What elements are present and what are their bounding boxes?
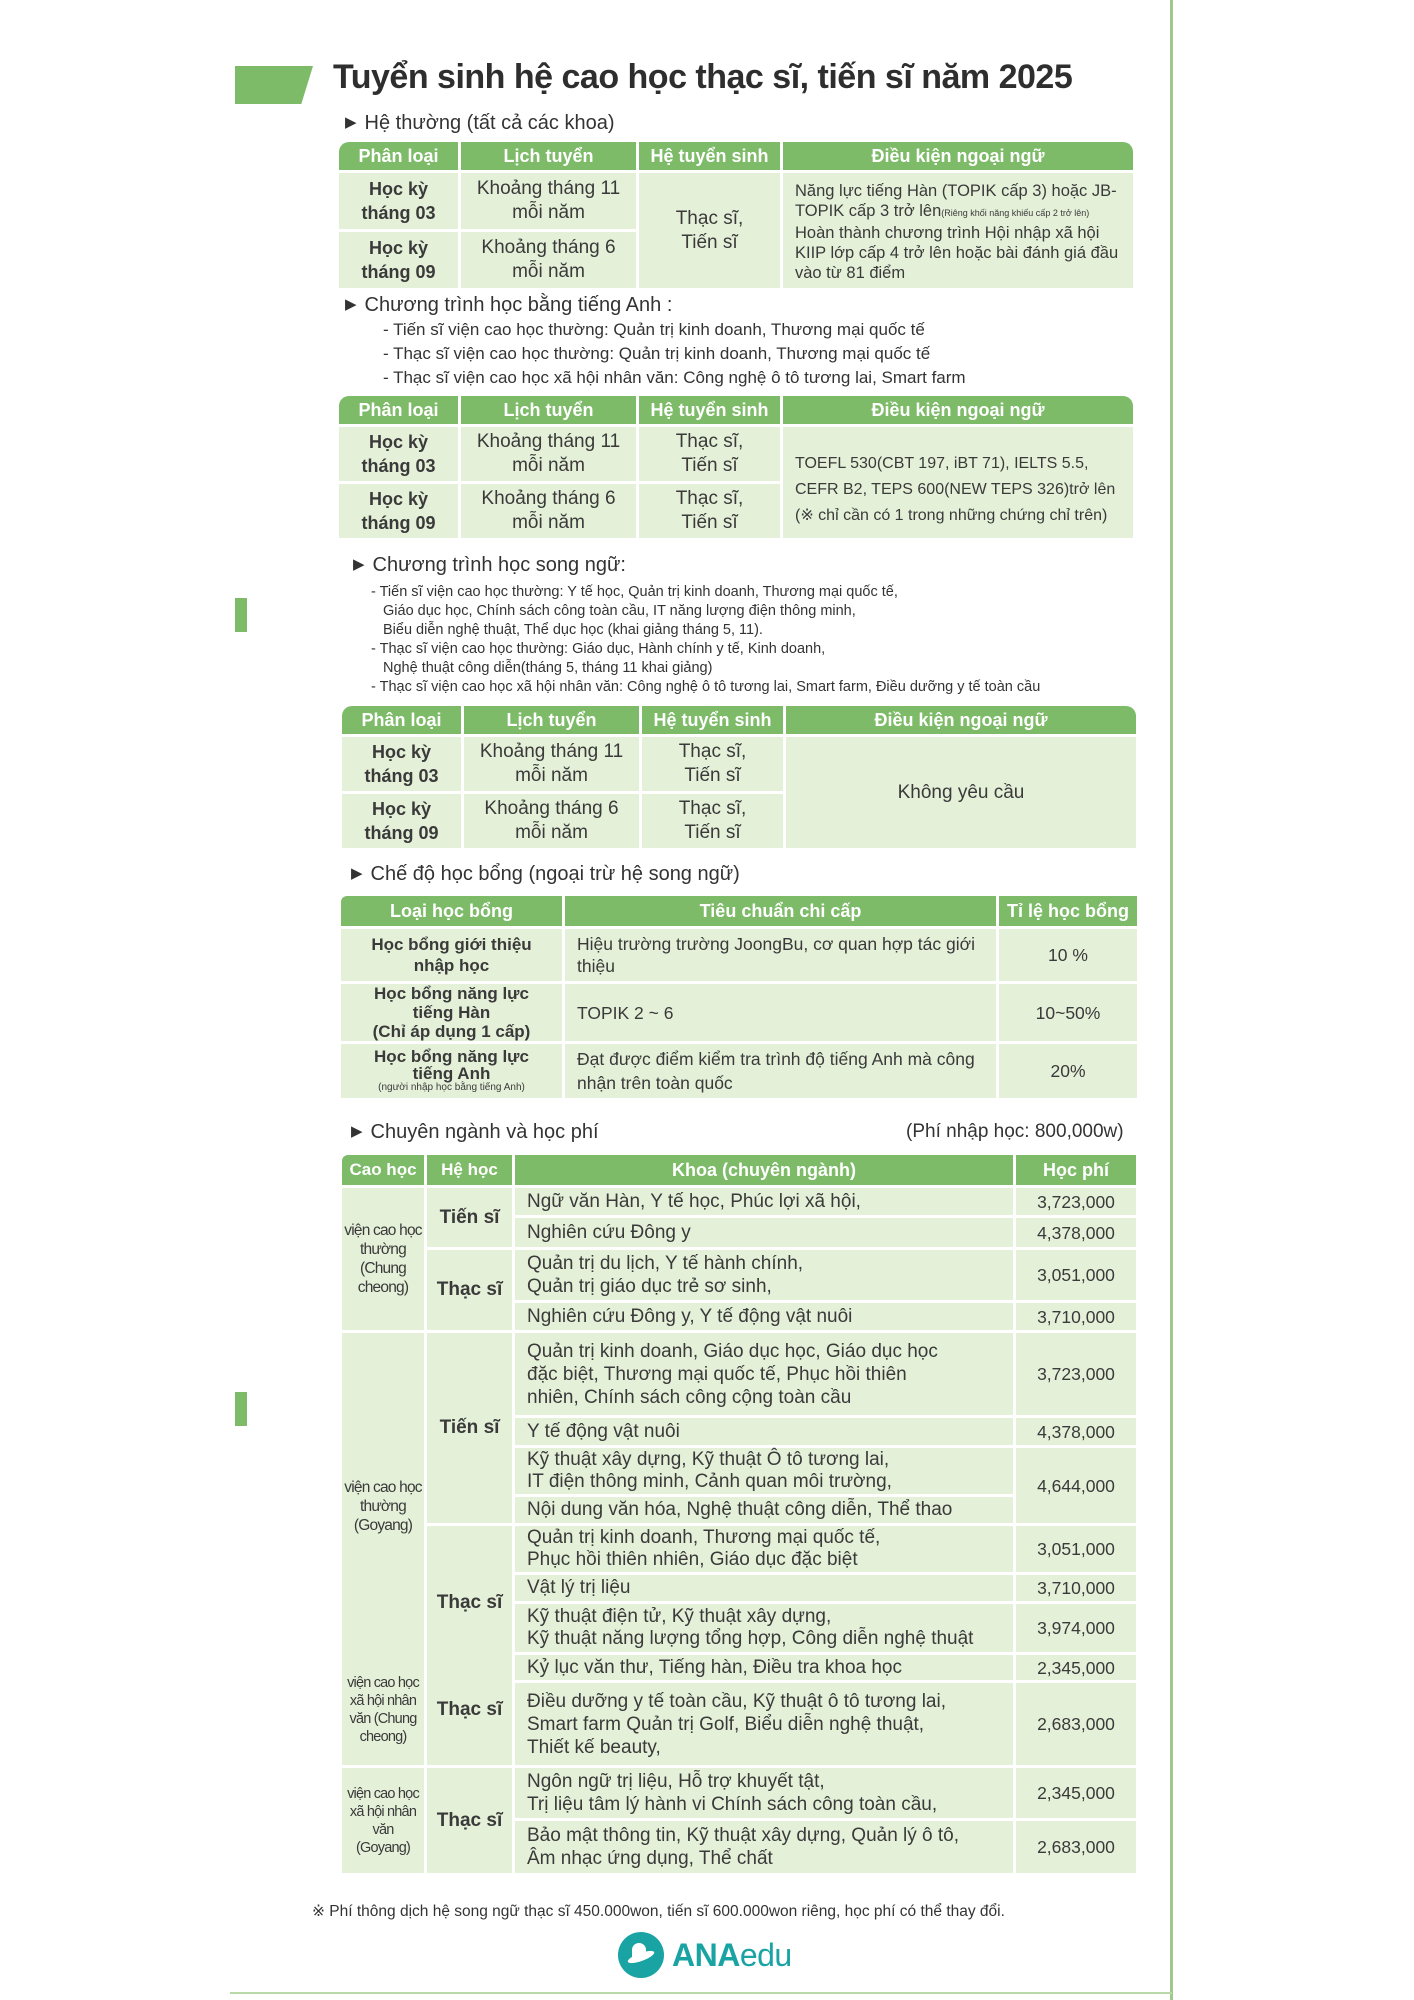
scholarship-type-cell: [341, 1044, 562, 1098]
section-regular: [345, 112, 615, 135]
major-cell: Quản trị du lịch, Y tế hành chính, Quản trị giáo dục trẻ sơ sinh,: [515, 1250, 1013, 1300]
margin-marker: [235, 598, 247, 632]
table-regular: [339, 142, 1133, 288]
language-requirement: Không yêu cầu: [786, 737, 1136, 848]
scholarship-criteria: Đạt được điểm kiểm tra trình độ tiếng Anh mà công nhận trên toàn quốc: [565, 1044, 996, 1098]
scholarship-type: Học bổng năng lực tiếng Hàn (Chỉ áp dụng 1 cấp): [341, 984, 562, 1041]
lang-note: (※ chỉ cần có 1 trong những chứng chỉ trên): [795, 507, 1108, 524]
page-edge-bottom: [230, 1992, 1172, 1994]
scholarship-rate: 20%: [999, 1044, 1137, 1098]
header-type: Phân loại: [342, 706, 461, 734]
section-label: Hệ thường (tất cả các khoa): [364, 112, 615, 134]
title-accent-bar: [235, 66, 313, 104]
lang-note: (Riêng khối năng khiếu cấp 2 trở lên): [941, 208, 1090, 218]
schedule-june: Khoảng tháng 6 mỗi năm: [461, 484, 636, 538]
major-cell: Nghiên cứu Đông y: [515, 1218, 1013, 1247]
major-cell: Ngôn ngữ trị liệu, Hỗ trợ khuyết tật, Trị liệu tâm lý hành vi Chính sách công toàn cầu,: [515, 1768, 1013, 1818]
brand-name: [672, 1937, 792, 1974]
fee-cell: 4,644,000: [1016, 1448, 1136, 1523]
header-language: Điều kiện ngoại ngữ: [783, 142, 1133, 170]
fee-cell: 2,683,000: [1016, 1821, 1136, 1873]
school-cell: viện cao học xã hội nhân văn (Chung cheong): [342, 1655, 424, 1765]
fee-cell: 2,345,000: [1016, 1655, 1136, 1680]
scholarship-criteria: Hiệu trường trường JoongBu, cơ quan hợp tác giới thiệu: [565, 929, 996, 981]
major-cell: Nghiên cứu Đông y, Y tế động vật nuôi: [515, 1303, 1013, 1330]
degree-cell: Tiến sĩ: [427, 1188, 512, 1247]
major-cell: Y tế động vật nuôi: [515, 1418, 1013, 1445]
header-type: Phân loại: [339, 396, 458, 424]
major-cell: Kỹ thuật điện tử, Kỹ thuật xây dựng, Kỹ thuật năng lượng tổng hợp, Công diễn nghệ thuật: [515, 1604, 1013, 1652]
list-item: Biểu diễn nghệ thuật, Thể dục học (khai giảng tháng 5, 11).: [383, 622, 763, 638]
scholarship-type: Học bổng giới thiệu nhập học: [341, 929, 562, 981]
table-english: [339, 396, 1133, 538]
section-label: Chương trình học bằng tiếng Anh :: [364, 294, 673, 316]
header-schedule: Lịch tuyển: [464, 706, 639, 734]
schedule-november: Khoảng tháng 11 mỗi năm: [464, 737, 639, 791]
major-cell: Vật lý trị liệu: [515, 1575, 1013, 1601]
list-item: - Tiến sĩ viện cao học thường: Y tế học, Quản trị kinh doanh, Thương mại quốc tế,: [371, 584, 898, 600]
semester-march: Học kỳ tháng 03: [339, 427, 458, 481]
table-majors-fees: [342, 1155, 1136, 1873]
bilingual-program-list: [371, 583, 1040, 697]
triangle-bullet-icon: ▶: [353, 556, 365, 573]
section-majors: [351, 1121, 599, 1144]
header-schedule: Lịch tuyển: [461, 396, 636, 424]
major-cell: Kỹ thuật xây dựng, Kỹ thuật Ô tô tương lai, IT điện thông minh, Cảnh quan môi trường,: [515, 1448, 1013, 1494]
section-label: Chuyên ngành và học phí: [370, 1121, 599, 1143]
header-rate: Tỉ lệ học bổng: [999, 896, 1137, 926]
section-label: Chế độ học bổng (ngoại trừ hệ song ngữ): [370, 863, 740, 885]
triangle-bullet-icon: ▶: [345, 114, 357, 131]
scholarship-type-note: (người nhập học bằng tiếng Anh): [378, 1082, 525, 1093]
english-program-list: [383, 318, 966, 390]
major-cell: Quản trị kinh doanh, Thương mại quốc tế, Phục hồi thiên nhiên, Giáo dục đặc biệt: [515, 1526, 1013, 1572]
fee-cell: 2,345,000: [1016, 1768, 1136, 1818]
table-scholarship: [341, 896, 1137, 1098]
scholarship-type: Học bổng năng lực tiếng Anh: [374, 1047, 529, 1083]
brand-logo: [618, 1932, 792, 1978]
list-item: Nghệ thuật công diễn(tháng 5, tháng 11 khai giảng): [383, 660, 713, 676]
schedule-november: Khoảng tháng 11 mỗi năm: [461, 173, 636, 229]
fee-cell: 3,723,000: [1016, 1188, 1136, 1215]
header-level: Hệ tuyển sinh: [642, 706, 783, 734]
header-criteria: Tiêu chuẩn chi cấp: [565, 896, 996, 926]
semester-september: Học kỳ tháng 09: [342, 794, 461, 848]
level-cell: Thạc sĩ, Tiến sĩ: [642, 794, 783, 848]
list-item: - Thạc sĩ viện cao học xã hội nhân văn: Công nghệ ô tô tương lai, Smart farm, Điều dưỡng y tế toàn cầu: [371, 679, 1041, 695]
page-edge: [1170, 0, 1173, 2000]
major-cell: Quản trị kinh doanh, Giáo dục học, Giáo dục học đặc biệt, Thương mại quốc tế, Phục hồi thiên nhiên, Chính sách công cộng toàn cầu: [515, 1333, 1013, 1415]
degree-cell: Thạc sĩ: [427, 1250, 512, 1330]
fee-cell: 3,723,000: [1016, 1333, 1136, 1415]
list-item: - Thạc sĩ viện cao học thường: Giáo dục, Hành chính y tế, Kinh doanh,: [371, 641, 826, 657]
major-cell: Bảo mật thông tin, Kỹ thuật xây dựng, Quản lý ô tô, Âm nhạc ứng dụng, Thể chất: [515, 1821, 1013, 1873]
fee-cell: 4,378,000: [1016, 1418, 1136, 1445]
semester-march: Học kỳ tháng 03: [342, 737, 461, 791]
degree-cell: Thạc sĩ: [427, 1526, 512, 1680]
level-cell: Thạc sĩ, Tiến sĩ: [639, 427, 780, 481]
schedule-november: Khoảng tháng 11 mỗi năm: [461, 427, 636, 481]
header-level: Hệ tuyển sinh: [639, 396, 780, 424]
major-cell: Điều dưỡng y tế toàn cầu, Kỹ thuật ô tô tương lai, Smart farm Quản trị Golf, Biểu diễn nghệ thuật, Thiết kế beauty,: [515, 1683, 1013, 1765]
degree-cell: Thạc sĩ: [427, 1655, 512, 1765]
brand-name-suffix: edu: [739, 1936, 792, 1973]
level-cell: Thạc sĩ, Tiến sĩ: [639, 484, 780, 538]
schedule-june: Khoảng tháng 6 mỗi năm: [461, 232, 636, 288]
fee-cell: 2,683,000: [1016, 1683, 1136, 1765]
fee-cell: 3,710,000: [1016, 1303, 1136, 1330]
header-type: Phân loại: [339, 142, 458, 170]
semester-september: Học kỳ tháng 09: [339, 484, 458, 538]
language-requirement: [783, 427, 1133, 538]
list-item: - Thạc sĩ viện cao học xã hội nhân văn: Công nghệ ô tô tương lai, Smart farm: [383, 368, 966, 387]
lang-rest: Hoàn thành chương trình Hội nhập xã hội KIIP lớp cấp 4 trở lên hoặc bài đánh giá đầu vào từ 81 điểm: [795, 224, 1119, 282]
triangle-bullet-icon: ▶: [351, 865, 363, 882]
school-cell: viện cao học thường (Chung cheong): [342, 1188, 424, 1330]
degree-cell: Tiến sĩ: [427, 1333, 512, 1523]
major-cell: Kỷ lục văn thư, Tiếng hàn, Điều tra khoa học: [515, 1655, 1013, 1680]
list-item: Giáo dục học, Chính sách công toàn cầu, IT năng lượng điện thông minh,: [383, 603, 856, 619]
header-language: Điều kiện ngoại ngữ: [786, 706, 1136, 734]
fee-cell: 4,378,000: [1016, 1218, 1136, 1247]
header-level: Hệ tuyển sinh: [639, 142, 780, 170]
scholarship-rate: 10 %: [999, 929, 1137, 981]
school-cell: viện cao học thường (Goyang): [342, 1333, 424, 1680]
scholarship-criteria: TOPIK 2 ~ 6: [565, 984, 996, 1041]
language-requirement: [783, 173, 1133, 288]
semester-march: Học kỳ tháng 03: [339, 173, 458, 229]
table-bilingual: [342, 706, 1136, 848]
header-schedule: Lịch tuyển: [461, 142, 636, 170]
triangle-bullet-icon: ▶: [351, 1123, 363, 1140]
header-school: Cao học: [342, 1155, 424, 1185]
degree-cell: Thạc sĩ: [427, 1768, 512, 1873]
semester-september: Học kỳ tháng 09: [339, 232, 458, 288]
header-major: Khoa (chuyên ngành): [515, 1155, 1013, 1185]
header-scholarship-type: Loại học bổng: [341, 896, 562, 926]
section-bilingual: [353, 554, 626, 577]
header-language: Điều kiện ngoại ngữ: [783, 396, 1133, 424]
fee-cell: 3,051,000: [1016, 1250, 1136, 1300]
section-scholarship: [351, 863, 740, 886]
lang-main: TOEFL 530(CBT 197, iBT 71), IELTS 5.5, CEFR B2, TEPS 600(NEW TEPS 326)trở lên: [795, 455, 1116, 498]
list-item: - Tiến sĩ viện cao học thường: Quản trị kinh doanh, Thương mại quốc tế: [383, 320, 925, 339]
fee-cell: 3,051,000: [1016, 1526, 1136, 1572]
major-cell: Ngữ văn Hàn, Y tế học, Phúc lợi xã hội,: [515, 1188, 1013, 1215]
schedule-june: Khoảng tháng 6 mỗi năm: [464, 794, 639, 848]
section-label: Chương trình học song ngữ:: [372, 554, 626, 576]
header-degree: Hệ học: [427, 1155, 512, 1185]
school-cell: viện cao học xã hội nhân văn (Goyang): [342, 1768, 424, 1873]
entry-fee-note: (Phí nhập học: 800,000w): [906, 1121, 1124, 1142]
level-cell: Thạc sĩ, Tiến sĩ: [639, 173, 780, 288]
lang-main: Năng lực tiếng Hàn (TOPIK cấp 3) hoặc JB-TOPIK cấp 3 trở lên: [795, 182, 1117, 220]
page-title: Tuyển sinh hệ cao học thạc sĩ, tiến sĩ năm 2025: [333, 58, 1073, 96]
scholarship-rate: 10~50%: [999, 984, 1137, 1041]
fee-cell: 3,974,000: [1016, 1604, 1136, 1652]
triangle-bullet-icon: ▶: [345, 296, 357, 313]
margin-marker: [235, 1392, 247, 1426]
footnote: ※ Phí thông dịch hệ song ngữ thạc sĩ 450.000won, tiến sĩ 600.000won riêng, học phí có thể thay đổi.: [312, 1903, 1005, 1920]
brand-name-main: ANA: [672, 1936, 740, 1973]
level-cell: Thạc sĩ, Tiến sĩ: [642, 737, 783, 791]
ana-logo-icon: [618, 1932, 664, 1978]
header-fee: Học phí: [1016, 1155, 1136, 1185]
section-english: [345, 294, 672, 317]
list-item: - Thạc sĩ viện cao học thường: Quản trị kinh doanh, Thương mại quốc tế: [383, 344, 931, 363]
major-cell: Nội dung văn hóa, Nghệ thuật công diễn, Thể thao: [515, 1497, 1013, 1523]
fee-cell: 3,710,000: [1016, 1575, 1136, 1601]
